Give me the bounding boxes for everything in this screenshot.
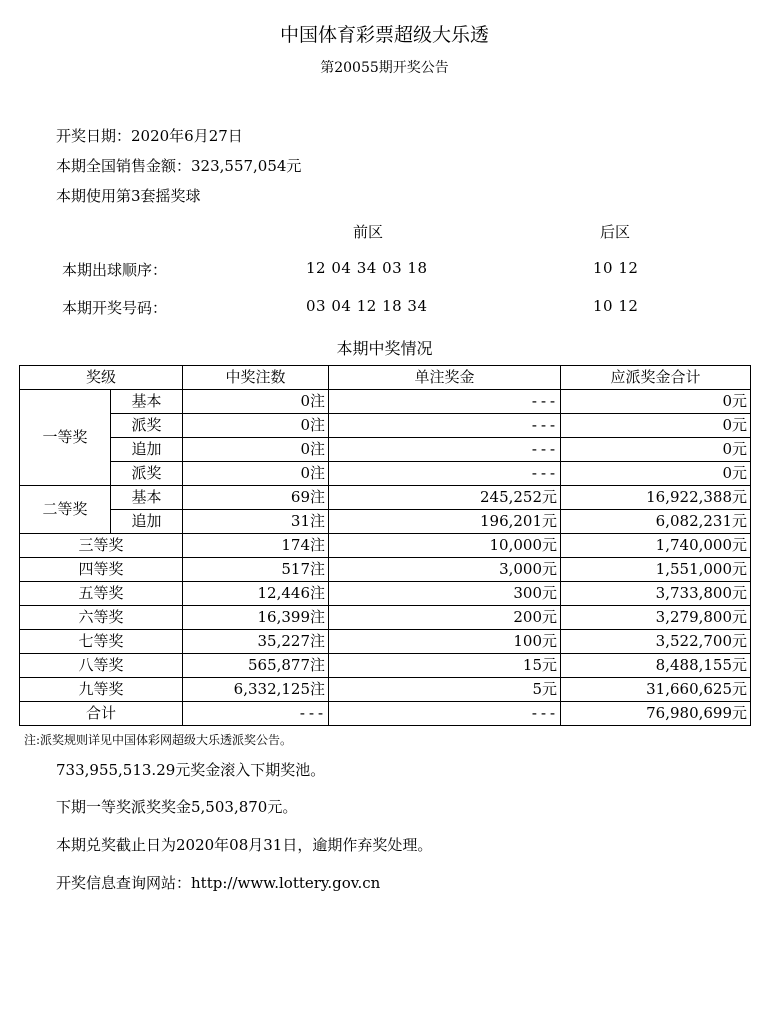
total-payout: 3,279,800元 [561,606,751,630]
total-payout: 1,551,000元 [561,558,751,582]
unit-prize: 3,000元 [329,558,561,582]
sub-tier-label: 追加 [111,510,183,534]
unit-prize: 10,000元 [329,534,561,558]
table-row [20,654,751,678]
deadline-text: 本期兑奖截止日为2020年08月31日，逾期作弃奖处理。 [56,836,433,854]
unit-prize: --- [329,414,561,438]
draw-date: 开奖日期：2020年6月27日 [56,127,243,145]
back-zone-header: 后区 [600,223,631,241]
col-header-total: 应派奖金合计 [561,366,751,390]
table-row [20,678,751,702]
unit-prize: 15元 [329,654,561,678]
table-row [20,414,751,438]
front-zone-header: 前区 [353,223,384,241]
sub-tier-label: 派奖 [111,462,183,486]
tier-label: 七等奖 [20,630,183,654]
winner-count: 16,399注 [183,606,329,630]
tier-label: 四等奖 [20,558,183,582]
sales-amount: 本期全国销售金额：323,557,054元 [56,157,302,175]
sum-count: --- [183,702,329,726]
sub-tier-label: 基本 [111,486,183,510]
table-row [20,558,751,582]
sub-tier-label: 追加 [111,438,183,462]
winning-label: 本期开奖号码： [62,299,168,317]
total-payout: 8,488,155元 [561,654,751,678]
winner-count: 0注 [183,438,329,462]
unit-prize: 300元 [329,582,561,606]
winner-count: 0注 [183,462,329,486]
unit-prize: 200元 [329,606,561,630]
winning-back-numbers: 10 12 [593,297,639,315]
results-title: 本期中奖情况 [336,339,433,358]
rollover-text: 733,955,513.29元奖金滚入下期奖池。 [56,761,326,779]
total-payout: 0元 [561,462,751,486]
winner-count: 69注 [183,486,329,510]
total-payout: 3,522,700元 [561,630,751,654]
col-header-count: 中奖注数 [183,366,329,390]
total-payout: 31,660,625元 [561,678,751,702]
table-row [20,390,751,414]
unit-prize: 5元 [329,678,561,702]
winner-count: 31注 [183,510,329,534]
issue-subtitle: 第20055期开奖公告 [320,60,449,76]
unit-prize: --- [329,462,561,486]
sum-prize: --- [329,702,561,726]
order-back-numbers: 10 12 [593,259,639,277]
tier-label: 五等奖 [20,582,183,606]
ball-set: 本期使用第3套摇奖球 [56,187,201,205]
tier-second-label: 二等奖 [20,486,111,534]
table-row [20,582,751,606]
tier-label: 三等奖 [20,534,183,558]
table-row [20,606,751,630]
total-payout: 3,733,800元 [561,582,751,606]
total-payout: 6,082,231元 [561,510,751,534]
order-front-numbers: 12 04 34 03 18 [306,259,428,277]
winner-count: 174注 [183,534,329,558]
sub-tier-label: 派奖 [111,414,183,438]
winner-count: 0注 [183,414,329,438]
order-label: 本期出球顺序： [62,261,168,279]
total-payout: 0元 [561,438,751,462]
next-first-prize-text: 下期一等奖派奖奖金5,503,870元。 [56,798,298,816]
sum-label: 合计 [20,702,183,726]
prize-table [19,365,751,726]
table-row [20,438,751,462]
winner-count: 35,227注 [183,630,329,654]
table-row [20,462,751,486]
total-payout: 0元 [561,390,751,414]
table-row [20,510,751,534]
tier-label: 九等奖 [20,678,183,702]
winner-count: 565,877注 [183,654,329,678]
winner-count: 517注 [183,558,329,582]
tier-first-label: 一等奖 [20,390,111,486]
unit-prize: 245,252元 [329,486,561,510]
table-row [20,630,751,654]
table-row [20,534,751,558]
page-title: 中国体育彩票超级大乐透 [279,24,489,46]
sub-tier-label: 基本 [111,390,183,414]
unit-prize: 100元 [329,630,561,654]
col-header-prize: 单注奖金 [329,366,561,390]
table-row [20,486,751,510]
tier-label: 六等奖 [20,606,183,630]
winner-count: 12,446注 [183,582,329,606]
col-header-tier: 奖级 [20,366,183,390]
unit-prize: --- [329,438,561,462]
winner-count: 6,332,125注 [183,678,329,702]
total-payout: 0元 [561,414,751,438]
unit-prize: --- [329,390,561,414]
table-header-row [20,366,751,390]
total-payout: 1,740,000元 [561,534,751,558]
winner-count: 0注 [183,390,329,414]
website-text: 开奖信息查询网站：http://www.lottery.gov.cn [56,874,381,892]
winning-front-numbers: 03 04 12 18 34 [306,297,428,315]
total-payout: 16,922,388元 [561,486,751,510]
sum-total: 76,980,699元 [561,702,751,726]
table-note: 注:派奖规则详见中国体彩网超级大乐透派奖公告。 [24,733,293,747]
tier-label: 八等奖 [20,654,183,678]
table-sum-row [20,702,751,726]
unit-prize: 196,201元 [329,510,561,534]
